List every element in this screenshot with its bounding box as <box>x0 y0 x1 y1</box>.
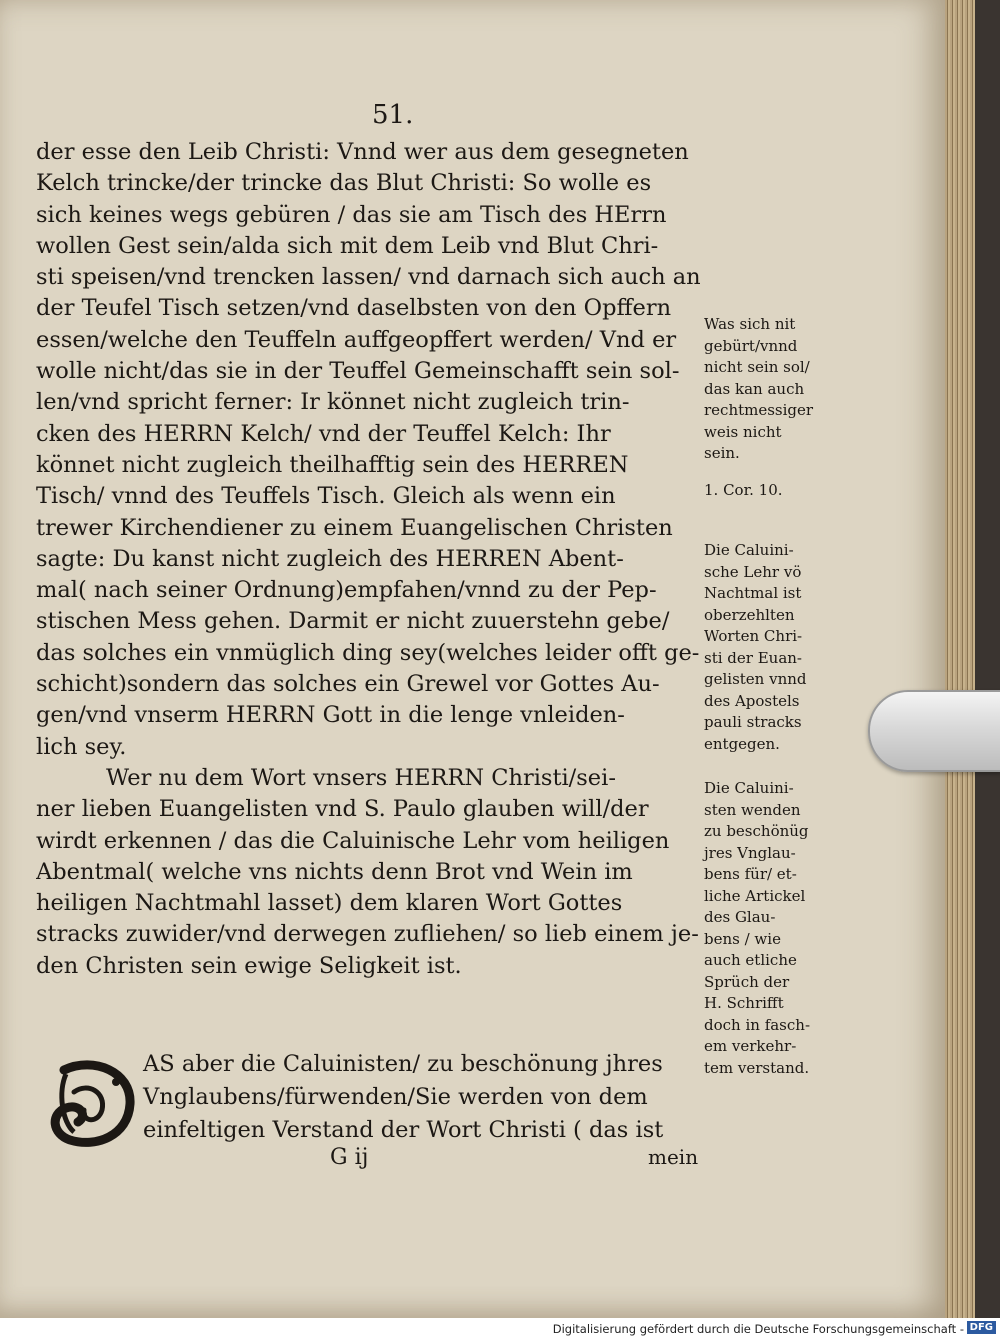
text-line: gen/vnd vnserm HERRN Gott in die lenge vnleiden- <box>36 702 625 729</box>
side-note-line: oberzehlten <box>704 605 795 624</box>
text-line: der esse den Leib Christi: Vnnd wer aus dem gesegneten <box>36 139 689 165</box>
page-clip <box>868 690 1000 772</box>
catchword: mein <box>648 1145 699 1169</box>
side-note-line: H. Schrifft <box>704 994 784 1012</box>
side-note-line: des Glau- <box>704 908 776 926</box>
text-line: essen/welche den Teuffeln auffgeopffert werden/ Vnd er <box>36 326 677 353</box>
page-edges <box>945 0 975 1318</box>
text-line: der Teufel Tisch setzen/vnd daselbsten von den Opffern <box>36 295 672 322</box>
side-note-1 <box>704 314 844 465</box>
side-note-line: doch in fasch- <box>704 1015 811 1034</box>
ornamental-drop-cap <box>44 1052 140 1152</box>
text-line: AS aber die Caluinisten/ zu beschönung jhres <box>143 1051 663 1077</box>
side-note-line: auch etliche <box>704 951 797 969</box>
side-note-line: em verkehr- <box>704 1037 797 1055</box>
main-text-block <box>36 137 704 982</box>
text-line: Wer nu dem Wort vnsers HERRN Christi/sei- <box>106 764 616 791</box>
signature-mark: G ij <box>330 1145 369 1170</box>
text-line: stracks zuwider/vnd derwegen zufliehen/ so lieb einem je- <box>36 921 699 948</box>
text-line: könnet nicht zugleich theilhafftig sein des HERREN <box>36 451 629 478</box>
side-note-line: Die Caluini- <box>704 541 794 559</box>
text-line: einfeltigen Verstand der Wort Christi ( das ist <box>143 1117 664 1143</box>
side-note-line: sche Lehr vö <box>704 562 802 581</box>
side-note-line: sti der Euan- <box>704 648 802 667</box>
side-note-line: Sprüch der <box>704 972 790 991</box>
text-line: wolle nicht/das sie in der Teuffel Gemeinschafft sein sol- <box>36 358 680 385</box>
text-line: sich keines wegs gebüren / das sie am Tisch des HErrn <box>36 201 667 228</box>
paragraph-2 <box>36 763 704 982</box>
footer-bar <box>0 1318 1000 1341</box>
side-note-line: gelisten vnnd <box>704 670 807 688</box>
side-note-line: gebürt/vnnd <box>704 336 798 355</box>
text-line: wollen Gest sein/alda sich mit dem Leib vnd Blut Chri- <box>36 232 659 259</box>
page-number: 51. <box>372 100 414 130</box>
text-line: sti speisen/vnd trencken lassen/ vnd darnach sich auch an <box>36 264 701 291</box>
side-note-line: weis nicht <box>704 422 782 441</box>
text-line: sagte: Du kanst nicht zugleich des HERREN Abent- <box>36 545 624 572</box>
book-cover-edge <box>975 0 1000 1318</box>
side-note-line: bens für/ et- <box>704 865 797 883</box>
text-line: stischen Mess gehen. Darmit er nicht zuuerstehn gebe/ <box>36 608 670 635</box>
side-note-line: liche Artickel <box>704 886 806 905</box>
side-note-line: sten wenden <box>704 800 801 819</box>
text-line: das solches ein vnmüglich ding sey(welches leider offt ge- <box>36 639 700 666</box>
text-line: wirdt erkennen / das die Caluinische Lehr vom heiligen <box>36 827 670 854</box>
side-note-line: Worten Chri- <box>704 627 803 645</box>
text-line: Vnglaubens/fürwenden/Sie werden von dem <box>143 1084 648 1110</box>
footer-credit: Digitalisierung gefördert durch die Deutsche Forschungsgemeinschaft - <box>552 1322 964 1336</box>
side-note-line: entgegen. <box>704 734 780 753</box>
text-line: schicht)sondern das solches ein Grewel vor Gottes Au- <box>36 671 660 698</box>
side-note-line: Die Caluini- <box>704 779 794 797</box>
side-reference: 1. Cor. 10. <box>704 481 783 499</box>
text-line: len/vnd spricht ferner: Ir könnet nicht zugleich trin- <box>36 389 630 416</box>
side-note-line: zu beschönüg <box>704 822 809 840</box>
side-note-line: tem verstand. <box>704 1058 810 1077</box>
side-note-line: pauli stracks <box>704 713 802 731</box>
text-line: heiligen Nachtmahl lasset) dem klaren Wort Gottes <box>36 890 623 917</box>
text-line: Abentmal( welche vns nichts denn Brot vnd Wein im <box>36 858 633 885</box>
text-line: Tisch/ vnnd des Teuffels Tisch. Gleich als wenn ein <box>36 483 616 510</box>
text-line: ner lieben Euangelisten vnd S. Paulo glauben will/der <box>36 796 649 823</box>
text-line: den Christen sein ewige Seligkeit ist. <box>36 952 462 979</box>
side-note-line: das kan auch <box>704 379 805 398</box>
side-note-line: jres Vnglau- <box>704 843 796 862</box>
paragraph-3 <box>143 1048 703 1147</box>
side-note-line: des Apostels <box>704 691 800 710</box>
side-note-line: nicht sein sol/ <box>704 358 810 376</box>
dfg-logo: DFG <box>967 1321 996 1334</box>
text-line: trewer Kirchendiener zu einem Euangelischen Christen <box>36 514 673 541</box>
side-note-2 <box>704 540 844 755</box>
side-note-line: Nachtmal ist <box>704 584 802 602</box>
side-note-line: bens / wie <box>704 929 781 948</box>
side-note-3 <box>704 778 844 1079</box>
text-line: mal( nach seiner Ordnung)empfahen/vnnd zu der Pep- <box>36 577 657 604</box>
text-line: lich sey. <box>36 733 127 760</box>
side-note-line: Was sich nit <box>704 315 796 333</box>
side-note-line: rechtmessiger <box>704 401 814 419</box>
text-line: Kelch trincke/der trincke das Blut Christi: So wolle es <box>36 170 652 197</box>
text-line: cken des HERRN Kelch/ vnd der Teuffel Kelch: Ihr <box>36 420 611 447</box>
side-note-line: sein. <box>704 444 740 462</box>
